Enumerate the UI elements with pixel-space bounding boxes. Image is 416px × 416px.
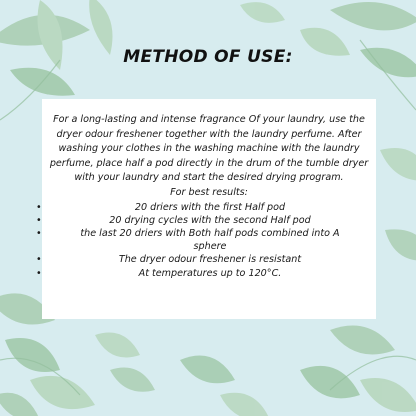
bullet-icon: • bbox=[36, 267, 42, 279]
leaf-bottom-center-icon bbox=[95, 333, 270, 416]
bullet-icon: • bbox=[36, 227, 42, 239]
instructions-card bbox=[36, 99, 376, 319]
best-results-label: For best results: bbox=[170, 186, 248, 198]
list-item: • At temperatures up to 120°C. bbox=[36, 267, 282, 279]
list-item: • 20 drying cycles with the second Half pod bbox=[36, 214, 311, 226]
leaf-right-middle-icon bbox=[380, 148, 416, 261]
bullet-icon: • bbox=[36, 254, 42, 266]
list-item: • The dryer odour freshener is resistant bbox=[36, 254, 302, 266]
page-title: METHOD OF USE: bbox=[123, 47, 293, 67]
results-list bbox=[36, 201, 374, 280]
bullet-icon: • bbox=[36, 214, 42, 226]
list-item: • the last 20 driers with Both half pods combined into A sphere bbox=[36, 227, 340, 253]
bullet-icon: • bbox=[36, 201, 42, 213]
list-item: • 20 driers with the first Half pod bbox=[36, 201, 286, 213]
intro-paragraph: For a long-lasting and intense fragrance Of your laundry, use the dryer odour freshener together with the laundry perfume. After washing your clothes in the washing machine with the laundry perfume, place half a pod directly in the drum of the tumble dryer with your laundry and start the desired drying program. bbox=[49, 114, 369, 184]
